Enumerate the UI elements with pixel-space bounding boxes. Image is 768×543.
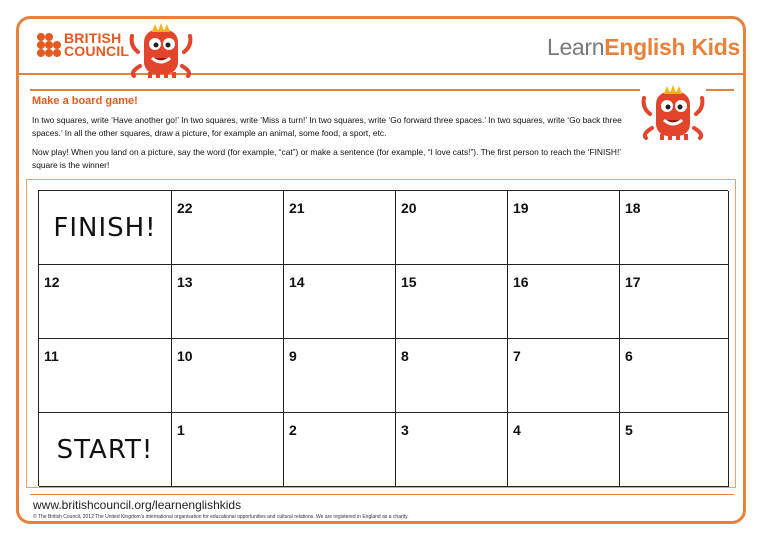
board-square — [39, 339, 172, 413]
board-square-number: 12 — [44, 274, 60, 290]
board-square — [39, 413, 172, 487]
board-square-number: 20 — [401, 200, 417, 216]
board-square — [284, 265, 396, 339]
board-square — [172, 413, 284, 487]
board-square — [396, 265, 508, 339]
board-square-number: 16 — [513, 274, 529, 290]
board-square-number: 11 — [44, 348, 59, 364]
board-square-number: 5 — [625, 422, 633, 438]
board-square-number: 19 — [513, 200, 529, 216]
board-square-number: 8 — [401, 348, 409, 364]
monster-mascot-icon — [640, 84, 706, 140]
board-square-number: 22 — [177, 200, 193, 216]
instructions-paragraph-2: Now play! When you land on a picture, say the word (for example, “cat”) or make a sentence (for example, “I love cats!”). The first person to reach the ‘FINISH!’ square is the winner! — [32, 147, 621, 170]
board-square-number: 17 — [625, 274, 641, 290]
instructions-paragraph-1: In two squares, write ‘Have another go!’ In two squares, write ‘Miss a turn!’ In two squares, write ‘Go forward three spaces.’ In two squares, write ‘Go back three spaces.’ In all the other squares, draw a picture, for example an animal, some food, a sport, etc. — [32, 115, 622, 138]
board-square-number: 13 — [177, 274, 193, 290]
board-square — [39, 265, 172, 339]
board-square — [172, 191, 284, 265]
board-square-label: START! — [56, 434, 154, 465]
board-square — [284, 339, 396, 413]
instructions-divider-right — [706, 89, 734, 91]
board-square — [284, 191, 396, 265]
board-square-number: 1 — [177, 422, 185, 438]
board-square — [396, 339, 508, 413]
board-square-number: 18 — [625, 200, 641, 216]
board-square — [396, 413, 508, 487]
board-square-number: 2 — [289, 422, 297, 438]
board-square-number: 15 — [401, 274, 417, 290]
british-council-wordmark: BRITISH COUNCIL — [64, 30, 130, 59]
board-square-number: 10 — [177, 348, 193, 364]
board-square — [284, 413, 396, 487]
board-square — [620, 265, 729, 339]
monster-mascot-icon — [128, 22, 194, 78]
board-square — [172, 339, 284, 413]
british-council-logo — [36, 30, 132, 62]
board-square-number: 9 — [289, 348, 297, 364]
board-square — [620, 339, 729, 413]
board-square — [508, 413, 620, 487]
board-square — [508, 191, 620, 265]
board-square-label: FINISH! — [53, 212, 157, 243]
instructions-divider — [30, 89, 640, 91]
british-council-dots-icon — [36, 32, 62, 58]
board-square — [508, 339, 620, 413]
board-square-number: 7 — [513, 348, 521, 364]
footer-url: www.britishcouncil.org/learnenglishkids — [33, 498, 242, 512]
footer-divider — [30, 494, 734, 495]
board-square-number: 6 — [625, 348, 633, 364]
board-square — [39, 191, 172, 265]
board-square — [620, 413, 729, 487]
instructions-title: Make a board game! — [32, 95, 138, 107]
board-square-number: 3 — [401, 422, 409, 438]
board-square-number: 21 — [289, 200, 305, 216]
board-square-number: 14 — [289, 274, 305, 290]
board-square — [620, 191, 729, 265]
board-grid — [38, 190, 728, 486]
board-square — [508, 265, 620, 339]
board-square — [396, 191, 508, 265]
board-square-number: 4 — [513, 422, 521, 438]
board-square — [172, 265, 284, 339]
header-divider — [17, 73, 746, 75]
learnenglish-kids-logo: LearnEnglish Kids — [546, 34, 740, 60]
footer-copyright: © The British Council, 2012 The United Kingdom’s international organisation for educational opportunities and cultural relations. We are registered in England as a charity. — [33, 514, 409, 520]
